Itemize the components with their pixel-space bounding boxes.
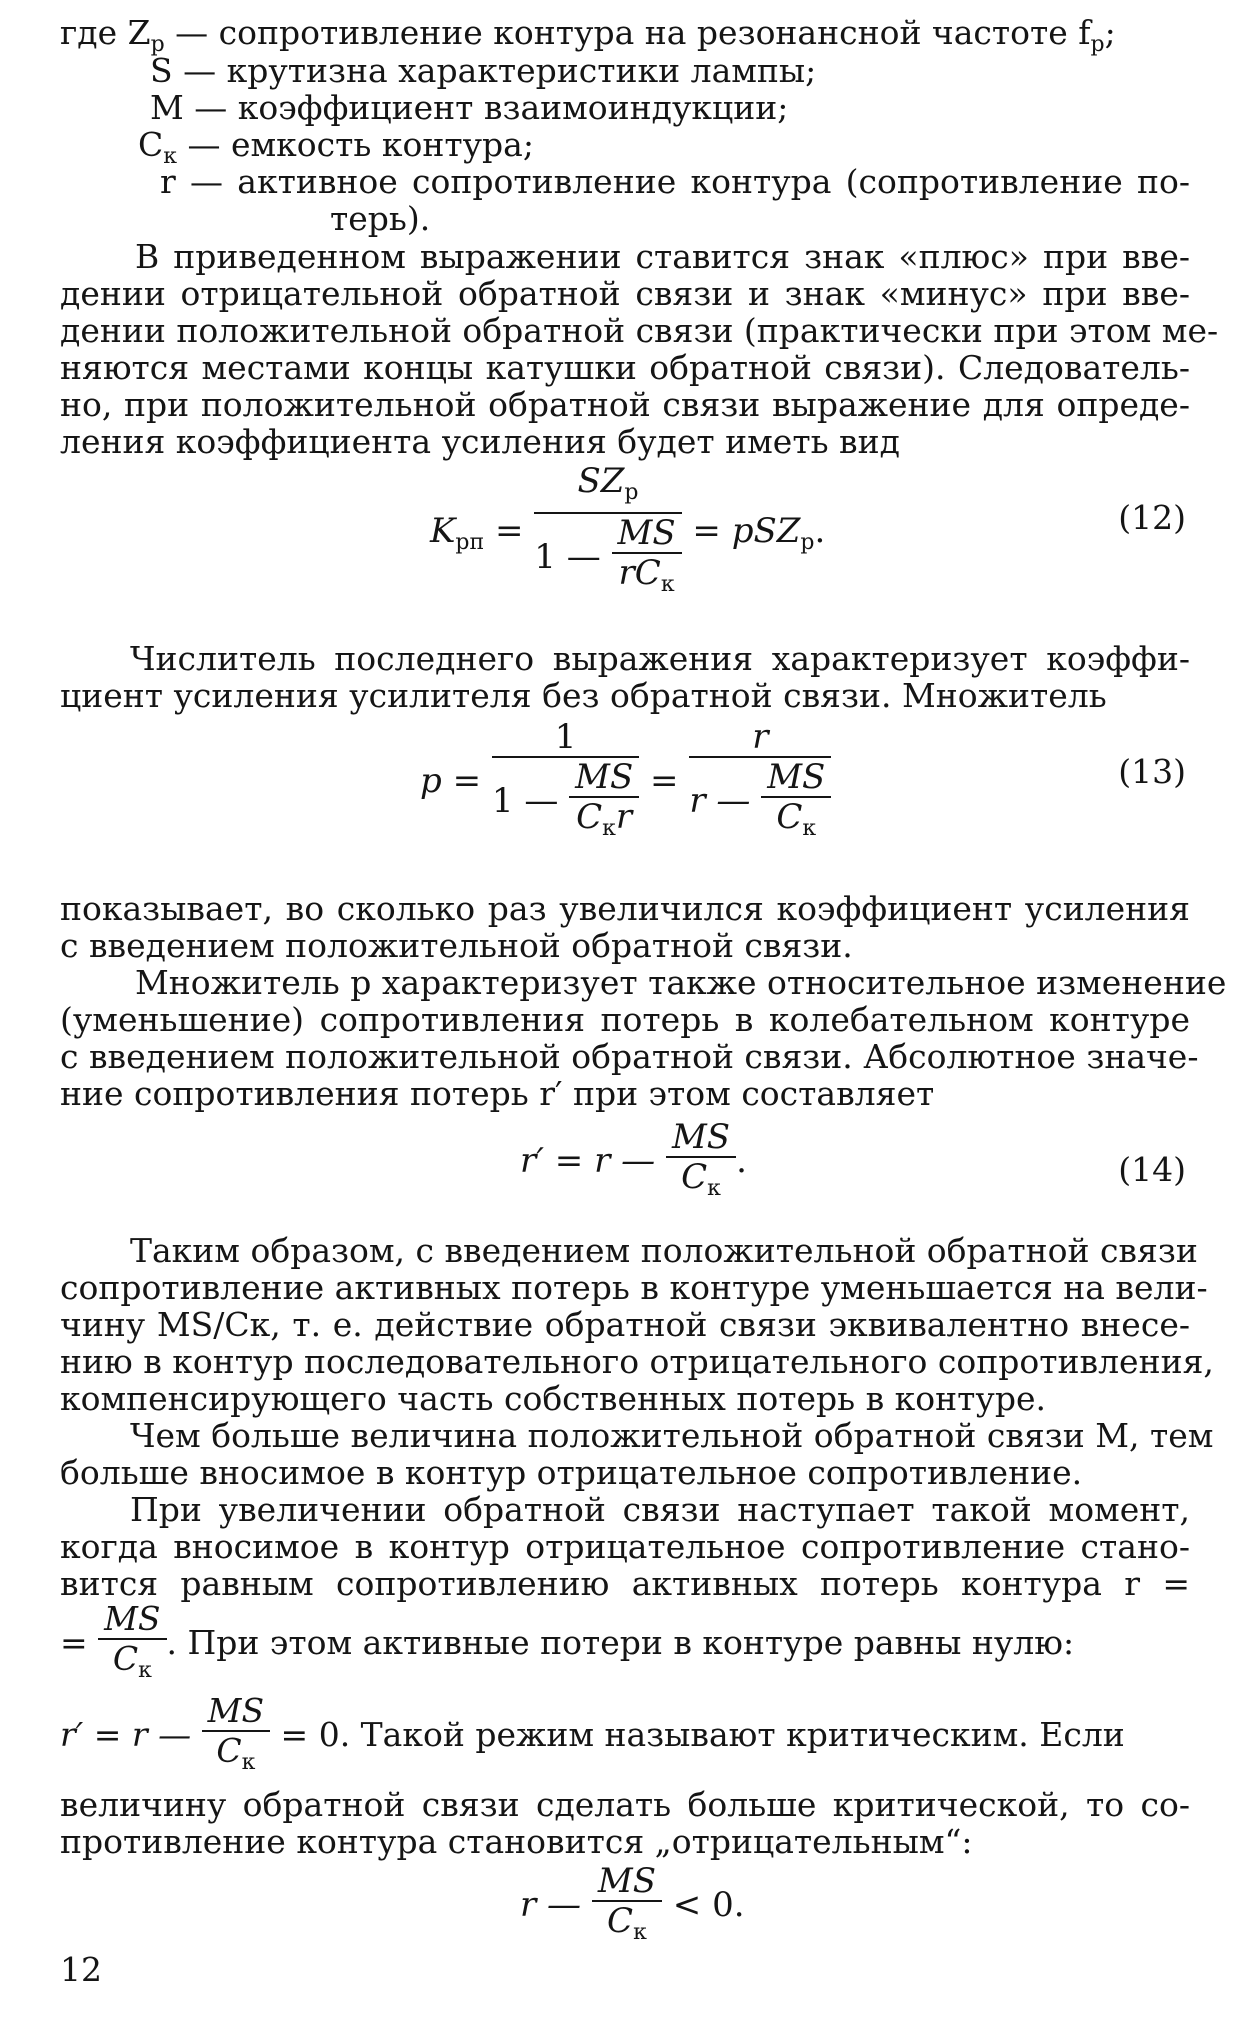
eq-sign: = xyxy=(484,511,535,551)
equation-number-12: (12) xyxy=(1118,498,1186,537)
legend-text: C xyxy=(138,125,164,164)
para1-line-6: ления коэффициента усиления будет иметь вид xyxy=(60,422,900,461)
fraction xyxy=(492,718,639,848)
fraction xyxy=(534,462,681,604)
subscript: рп xyxy=(455,530,485,555)
equation-14 xyxy=(520,1118,747,1208)
numerator: MS xyxy=(592,1862,662,1902)
legend-line-3: M — коэффициент взаимоиндукции; xyxy=(150,88,789,127)
para7-line-2: когда вносимое в контур отрицательное сопротивление стано- xyxy=(60,1527,1190,1566)
para3-line-2: с введением положительной обратной связи. xyxy=(60,926,853,965)
inner-fraction: $\frac{MS}{rC_к}$ xyxy=(612,514,682,604)
legend-text: где Z xyxy=(60,13,151,52)
para5-line-4: нию в контур последовательного отрицательного сопротивления, xyxy=(60,1342,1214,1381)
denominator: 1 — $\frac{MS}{rC_к}$ xyxy=(534,514,681,604)
legend-line-6: терь). xyxy=(330,199,431,238)
denominator: $C_к$ xyxy=(607,1901,647,1945)
fraction xyxy=(202,1692,270,1782)
para6-line-1: Чем больше величина положительной обратной связи M, тем xyxy=(130,1416,1214,1455)
subscript: р xyxy=(800,530,815,555)
denominator: $C_к$ xyxy=(681,1157,721,1201)
legend-line-2: S — крутизна характеристики лампы; xyxy=(150,51,817,90)
fraction xyxy=(666,1118,736,1208)
eq-end: < 0. xyxy=(661,1885,745,1925)
numerator: MS xyxy=(202,1692,270,1732)
para2-line-1: Числитель последнего выражения характеризует коэффи- xyxy=(130,639,1190,678)
numerator: $SZ_р$ xyxy=(534,462,681,514)
fraction xyxy=(689,718,831,848)
numerator: MS xyxy=(98,1600,166,1640)
equation-12 xyxy=(430,462,825,604)
subscript: р xyxy=(1090,32,1105,57)
para4-line-1: Множитель p характеризует также относительное изменение xyxy=(135,963,1227,1002)
numerator: 1 xyxy=(492,718,639,758)
para4-line-3: с введением положительной обратной связи. Абсолютное значе- xyxy=(60,1037,1199,1076)
eq-sign: = xyxy=(60,1623,99,1662)
equation-final xyxy=(520,1862,745,1952)
fraction xyxy=(592,1862,662,1952)
line-text: = 0. Такой режим называют критическим. Если xyxy=(270,1715,1125,1754)
page-number: 12 xyxy=(60,1950,102,1989)
para1-line-2: дении отрицательной обратной связи и знак «минус» при вве- xyxy=(60,274,1190,313)
denominator: $C_к$ xyxy=(216,1731,256,1775)
para5-line-2: сопротивление активных потерь в контуре уменьшается на вели- xyxy=(60,1268,1208,1307)
eq-end: . xyxy=(814,511,826,551)
legend-text: — емкость контура; xyxy=(177,125,534,164)
para5-line-1: Таким образом, с введением положительной обратной связи xyxy=(130,1231,1198,1270)
inner-fraction: $\frac{MS}{C_кr}$ xyxy=(569,758,639,848)
line-text: . При этом активные потери в контуре равны нулю: xyxy=(166,1623,1075,1662)
denominator: 1 — $\frac{MS}{C_кr}$ xyxy=(492,758,639,848)
inline-formula-line-1 xyxy=(60,1600,1190,1690)
eq-end: . xyxy=(736,1141,747,1181)
para6-line-2: больше вносимое в контур отрицательное сопротивление. xyxy=(60,1453,1083,1492)
numerator: MS xyxy=(666,1118,736,1158)
para7-line-1: При увеличении обратной связи наступает такой момент, xyxy=(130,1490,1190,1529)
eq-sign: = xyxy=(639,761,690,801)
inline-formula-line-2 xyxy=(60,1692,1190,1782)
subscript: к xyxy=(163,144,177,169)
numerator: r xyxy=(689,718,831,758)
para8-line-2: противление контура становится „отрицательным“: xyxy=(60,1822,973,1861)
para7-line-3: вится равным сопротивлению активных потерь контура r = xyxy=(60,1564,1190,1603)
para8-line-1: величину обратной связи сделать больше критической, то со- xyxy=(60,1785,1190,1824)
eq-symbol: K xyxy=(430,511,456,551)
eq-lhs: r — xyxy=(520,1885,592,1925)
para1-line-5: но, при положительной обратной связи выражение для опреде- xyxy=(60,385,1190,424)
equation-number-14: (14) xyxy=(1118,1150,1186,1189)
equation-13 xyxy=(420,718,831,848)
para1-line-3: дении положительной обратной связи (практически при этом ме- xyxy=(60,311,1219,350)
eq-symbol: p = xyxy=(420,761,492,801)
para3-line-1: показывает, во сколько раз увеличился коэффициент усиления xyxy=(60,889,1190,928)
legend-text: ; xyxy=(1104,13,1116,52)
subscript: р xyxy=(150,32,165,57)
denominator: r — $\frac{MS}{C_к}$ xyxy=(689,758,831,848)
para4-line-2: (уменьшение) сопротивления потерь в колебательном контуре xyxy=(60,1000,1190,1039)
legend-line-5: r — активное сопротивление контура (сопротивление по- xyxy=(160,162,1190,201)
denominator: $C_к$ xyxy=(112,1639,152,1683)
eq-lhs: r′ = r — xyxy=(520,1141,666,1181)
eq-lhs: r′ = r — xyxy=(60,1715,202,1754)
para5-line-5: компенсирующего часть собственных потерь в контуре. xyxy=(60,1379,1046,1418)
legend-text: — сопротивление контура на резонансной частоте f xyxy=(164,13,1091,52)
para1-line-4: няются местами концы катушки обратной связи). Следователь- xyxy=(60,348,1190,387)
para1-line-1: В приведенном выражении ставится знак «плюс» при вве- xyxy=(135,237,1190,276)
para5-line-3: чину MS/Cк, т. е. действие обратной связи эквивалентно внесе- xyxy=(60,1305,1190,1344)
equation-number-13: (13) xyxy=(1118,752,1186,791)
para4-line-4: ние сопротивления потерь r′ при этом составляет xyxy=(60,1074,935,1113)
eq-rhs: = pSZ xyxy=(681,511,801,551)
para2-line-2: циент усиления усилителя без обратной связи. Множитель xyxy=(60,676,1107,715)
fraction xyxy=(98,1600,166,1690)
inner-fraction: $\frac{MS}{C_к}$ xyxy=(761,758,831,848)
